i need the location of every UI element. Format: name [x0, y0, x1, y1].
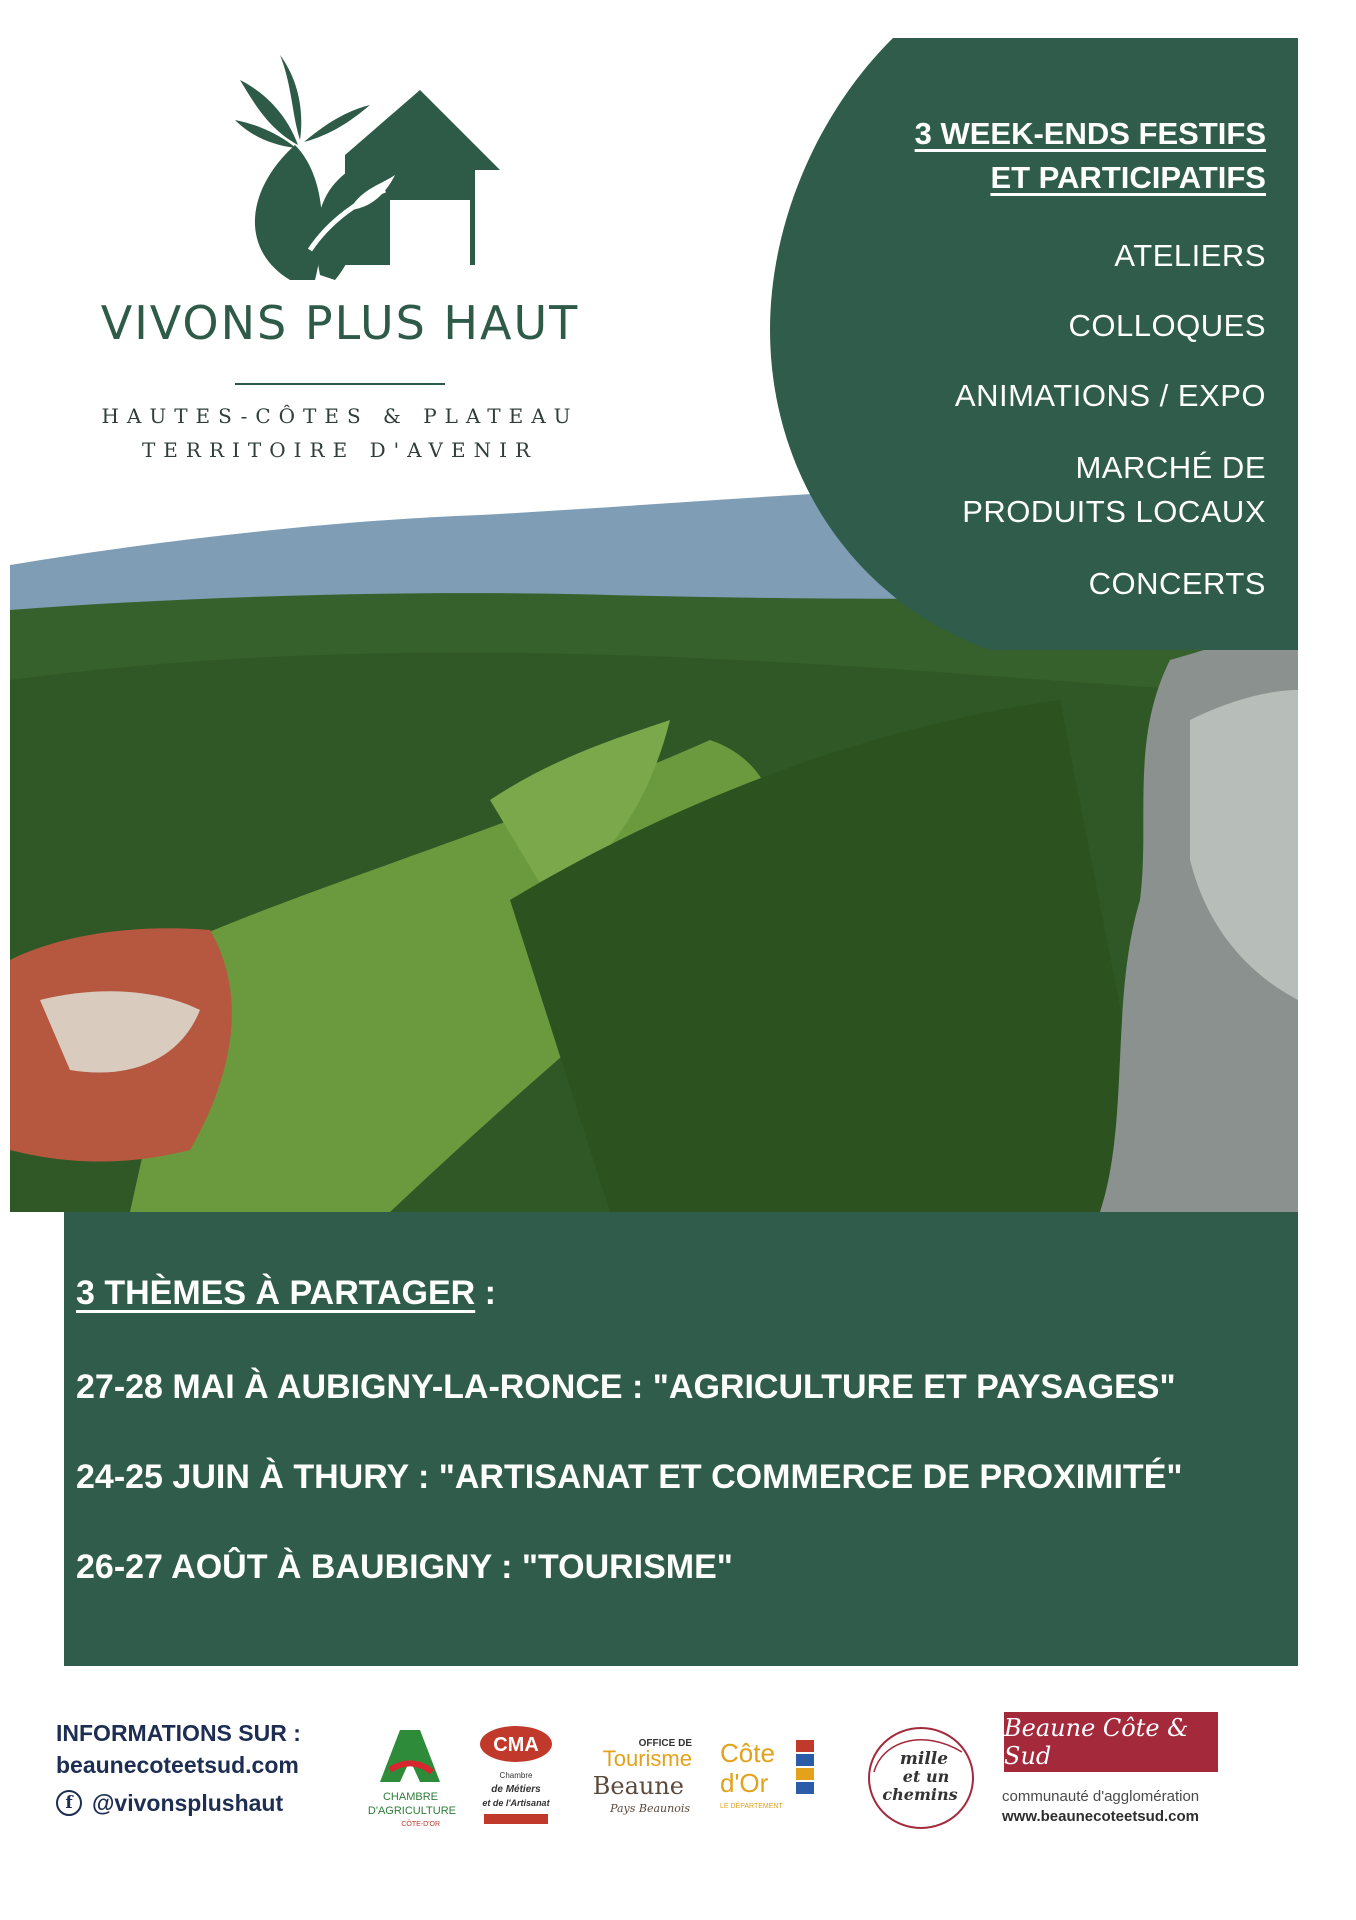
- mille-text-1: mille: [899, 1749, 949, 1769]
- info-label: INFORMATIONS SUR :: [56, 1720, 301, 1746]
- facebook-icon: f: [56, 1790, 82, 1816]
- event-item-baubigny: 26-27 AOÛT À BAUBIGNY : "TOURISME": [76, 1548, 733, 1586]
- activity-concerts: CONCERTS: [1088, 566, 1266, 601]
- mille-et-un-chemins-logo: [862, 1722, 980, 1834]
- mille-text-2: et un: [902, 1767, 950, 1786]
- office-tourisme-logo: [586, 1734, 698, 1826]
- themes-title: [76, 1274, 496, 1313]
- events-panel-title-line1: 3 WEEK-ENDS FESTIFS: [914, 116, 1266, 151]
- community-website-link[interactable]: www.beaunecoteetsud.com: [1002, 1808, 1199, 1825]
- activity-marche-line2: PRODUITS LOCAUX: [962, 494, 1266, 529]
- cma-text-2: de Métiers: [491, 1784, 541, 1795]
- activity-ateliers: ATELIERS: [1114, 238, 1266, 273]
- activity-animations-expo: ANIMATIONS / EXPO: [954, 378, 1266, 413]
- tourisme-text-1: OFFICE DE: [638, 1738, 692, 1749]
- tourisme-text-3: Beaune: [592, 1772, 684, 1800]
- events-panel-title-line2: ET PARTICIPATIFS: [990, 160, 1266, 195]
- themes-section: [64, 1212, 1298, 1666]
- event-item-aubigny: 27-28 MAI À AUBIGNY-LA-RONCE : "AGRICULTURE ET PAYSAGES": [76, 1368, 1176, 1406]
- activity-marche-line1: MARCHÉ DE: [1075, 450, 1266, 485]
- organization-subtitle-line1: HAUTES-CÔTES & PLATEAU: [101, 404, 579, 428]
- cote-dor-text-3: LE DÉPARTEMENT: [720, 1803, 783, 1810]
- cma-logo-label: CMA: [493, 1734, 539, 1756]
- beaune-cote-sud-logo: Beaune Côte & Sud: [1004, 1712, 1218, 1772]
- chambre-agriculture-text-2: D'AGRICULTURE: [367, 1805, 456, 1817]
- tourisme-text-4: Pays Beaunois: [610, 1802, 690, 1815]
- themes-title-suffix: :: [475, 1274, 496, 1312]
- cma-text-1: Chambre: [499, 1771, 533, 1780]
- facebook-handle: @vivonsplushaut: [92, 1789, 284, 1816]
- event-item-thury: 24-25 JUIN À THURY : "ARTISANAT ET COMMERCE DE PROXIMITÉ": [76, 1458, 1183, 1496]
- cote-dor-text-2: d'Or: [720, 1768, 769, 1798]
- tourisme-text-2: Tourisme: [602, 1746, 692, 1771]
- chambre-agriculture-text-1: CHAMBRE: [382, 1791, 438, 1803]
- cma-text-3: et de l'Artisanat: [482, 1798, 550, 1808]
- community-line: communauté d'agglomération: [1002, 1788, 1200, 1805]
- chambre-agriculture-text-3: CÔTE-D'OR: [401, 1821, 440, 1828]
- facebook-row[interactable]: [56, 1787, 283, 1819]
- cma-logo: [476, 1722, 556, 1830]
- mille-text-3: chemins: [882, 1785, 958, 1804]
- themes-title-text: 3 THÈMES À PARTAGER: [76, 1274, 476, 1312]
- chambre-agriculture-logo: [360, 1720, 460, 1830]
- chambre-agriculture-icon: [380, 1730, 440, 1782]
- activity-colloques: COLLOQUES: [1068, 308, 1266, 343]
- info-website-link[interactable]: beaunecoteetsud.com: [56, 1752, 299, 1778]
- organization-title: VIVONS PLUS HAUT: [100, 296, 580, 350]
- cote-dor-text-1: Côte: [720, 1738, 775, 1768]
- cote-dor-logo: [718, 1736, 818, 1824]
- organization-subtitle-line2: TERRITOIRE D'AVENIR: [141, 438, 539, 462]
